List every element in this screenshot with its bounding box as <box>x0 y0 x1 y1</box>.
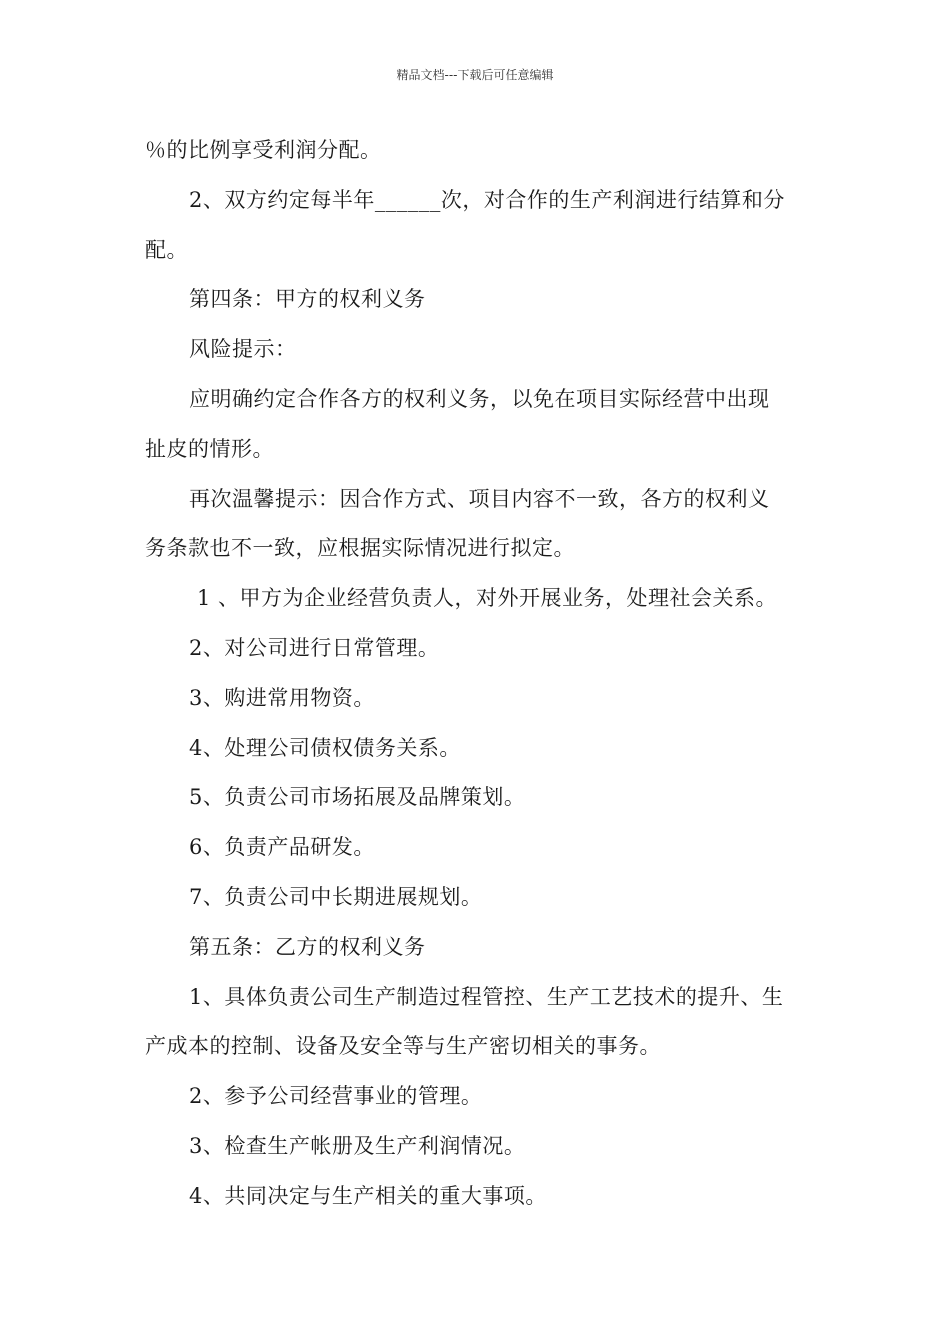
text-line: 配。 <box>145 237 188 262</box>
list-item: 2、对公司进行日常管理。 <box>189 635 440 660</box>
list-item: 5、负责公司市场拓展及品牌策划。 <box>189 785 526 810</box>
text-line: 2、双方约定每半年______次，对合作的生产利润进行结算和分 <box>189 187 785 212</box>
list-item: 2、参予公司经营事业的管理。 <box>189 1084 483 1109</box>
text-line: 应明确约定合作各方的权利义务，以免在项目实际经营中出现 <box>189 386 770 411</box>
list-item: 4、共同决定与生产相关的重大事项。 <box>189 1183 547 1208</box>
list-item: 3、购进常用物资。 <box>189 685 375 710</box>
list-item: 4、处理公司债权债务关系。 <box>189 735 461 760</box>
text-line: 产成本的控制、设备及安全等与生产密切相关的事务。 <box>145 1034 661 1059</box>
list-item: 3、检查生产帐册及生产利润情况。 <box>189 1133 526 1158</box>
text-line: 风险提示： <box>189 337 297 362</box>
document-body <box>145 126 810 1222</box>
page-header: 精品文档---下载后可任意编辑 <box>396 68 554 82</box>
list-item: 7、负责公司中长期进展规划。 <box>189 884 483 909</box>
text-line: 务条款也不一致，应根据实际情况进行拟定。 <box>145 536 575 561</box>
list-item: 1、具体负责公司生产制造过程管控、生产工艺技术的提升、生 <box>189 984 784 1009</box>
text-line: 扯皮的情形。 <box>145 436 274 461</box>
text-line: ％的比例享受利润分配。 <box>145 138 382 162</box>
section-heading: 第四条：甲方的权利义务 <box>189 287 426 312</box>
section-heading: 第五条：乙方的权利义务 <box>189 934 426 959</box>
list-item: 1 、甲方为企业经营负责人，对外开展业务，处理社会关系。 <box>197 586 778 611</box>
text-line: 再次温馨提示：因合作方式、项目内容不一致，各方的权利义 <box>189 486 770 511</box>
list-item: 6、负责产品研发。 <box>189 835 375 860</box>
